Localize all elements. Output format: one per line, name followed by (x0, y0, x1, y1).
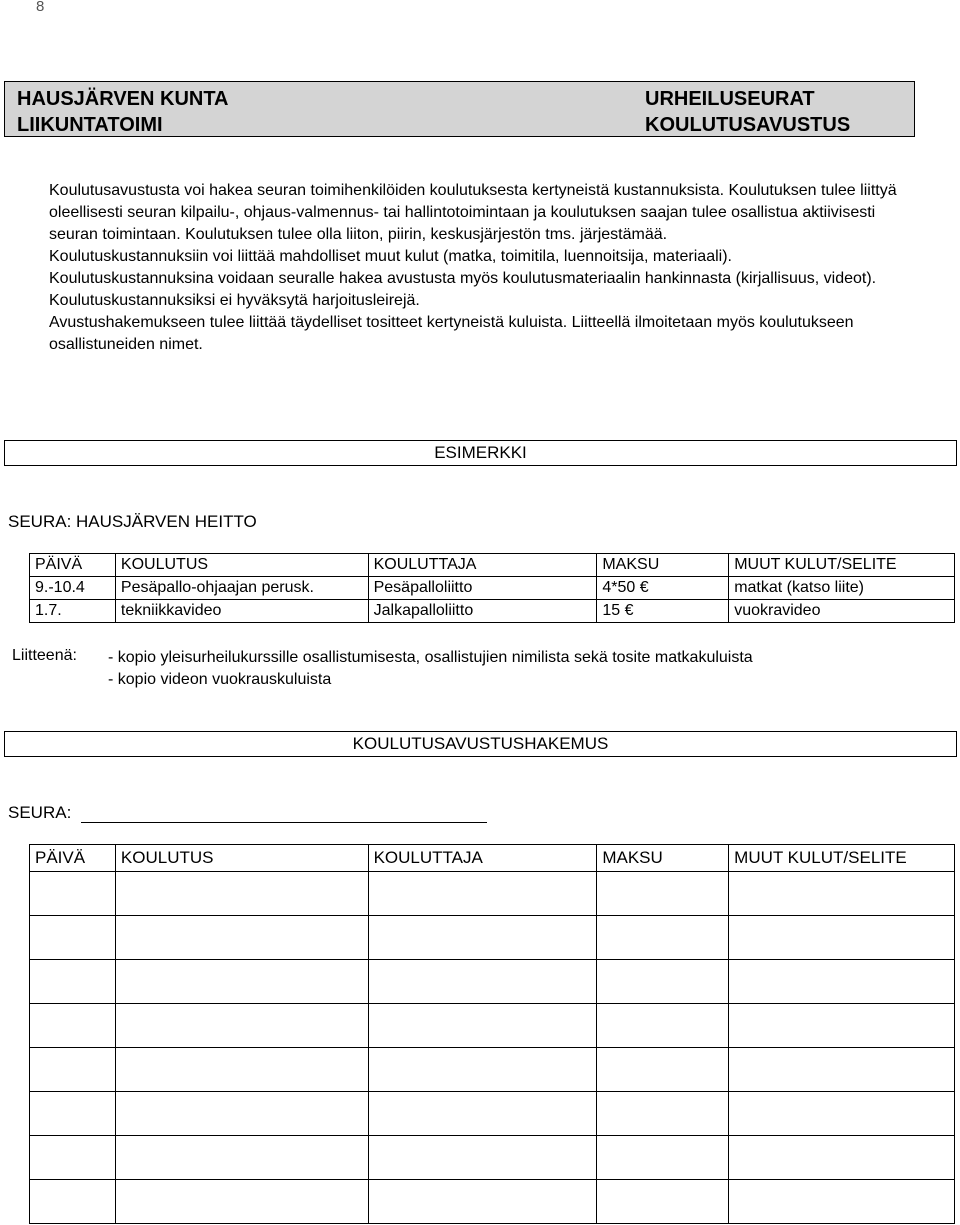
form-cell-other-costs[interactable] (729, 916, 955, 960)
form-cell-training[interactable] (115, 1092, 368, 1136)
cell-training: Pesäpallo-ohjaajan perusk. (115, 577, 368, 600)
form-cell-date[interactable] (30, 1136, 116, 1180)
form-cell-trainer[interactable] (368, 960, 597, 1004)
document-header (4, 81, 915, 137)
form-cell-other-costs[interactable] (729, 960, 955, 1004)
header-trainer: KOULUTTAJA (368, 554, 597, 577)
form-row (30, 960, 955, 1004)
intro-paragraph: Koulutuskustannuksiksi ei hyväksytä harjoitusleirejä. (49, 292, 420, 309)
form-cell-fee[interactable] (597, 1092, 729, 1136)
form-cell-trainer[interactable] (368, 1048, 597, 1092)
cell-fee: 15 € (597, 600, 729, 623)
intro-paragraph: Avustushakemukseen tulee liittää täydelliset tositteet kertyneistä kuluista. Liitteellä ilmoitetaan myös koulutukseen osallistuneiden nimet. (49, 314, 854, 353)
form-row (30, 1180, 955, 1224)
header-training: KOULUTUS (115, 845, 368, 872)
form-cell-fee[interactable] (597, 1004, 729, 1048)
cell-date: 9.-10.4 (30, 577, 116, 600)
table-row (30, 577, 955, 600)
form-row (30, 1136, 955, 1180)
header-municipality: HAUSJÄRVEN KUNTA (17, 88, 229, 110)
form-cell-other-costs[interactable] (729, 1004, 955, 1048)
header-department: LIIKUNTATOIMI (17, 114, 163, 136)
table-header-row (30, 845, 955, 872)
form-cell-training[interactable] (115, 1048, 368, 1092)
header-training: KOULUTUS (115, 554, 368, 577)
form-cell-trainer[interactable] (368, 1136, 597, 1180)
form-cell-training[interactable] (115, 1136, 368, 1180)
header-other-costs: MUUT KULUT/SELITE (729, 554, 955, 577)
form-cell-trainer[interactable] (368, 872, 597, 916)
form-row (30, 872, 955, 916)
header-date: PÄIVÄ (30, 554, 116, 577)
form-cell-fee[interactable] (597, 1180, 729, 1224)
form-row (30, 916, 955, 960)
form-cell-trainer[interactable] (368, 1004, 597, 1048)
form-cell-other-costs[interactable] (729, 1136, 955, 1180)
cell-training: tekniikkavideo (115, 600, 368, 623)
header-audience: URHEILUSEURAT (645, 88, 815, 110)
form-cell-other-costs[interactable] (729, 1180, 955, 1224)
form-cell-fee[interactable] (597, 960, 729, 1004)
header-fee: MAKSU (597, 554, 729, 577)
example-club-name: SEURA: HAUSJÄRVEN HEITTO (8, 512, 257, 531)
form-cell-fee[interactable] (597, 872, 729, 916)
form-row (30, 1004, 955, 1048)
header-subject (645, 86, 850, 138)
header-organization (17, 86, 229, 138)
form-cell-other-costs[interactable] (729, 1092, 955, 1136)
form-cell-date[interactable] (30, 1180, 116, 1224)
form-cell-date[interactable] (30, 916, 116, 960)
form-cell-date[interactable] (30, 872, 116, 916)
attachments-list (108, 647, 753, 691)
form-cell-training[interactable] (115, 916, 368, 960)
form-cell-training[interactable] (115, 872, 368, 916)
cell-trainer: Jalkapalloliitto (368, 600, 597, 623)
attachment-item: - kopio videon vuokrauskuluista (108, 671, 332, 688)
header-trainer: KOULUTTAJA (368, 845, 597, 872)
form-club-label: SEURA: (8, 803, 72, 822)
page-number: 8 (36, 0, 45, 15)
cell-other-costs: matkat (katso liite) (729, 577, 955, 600)
intro-paragraph: Koulutuskustannuksiin voi liittää mahdolliset muut kulut (matka, toimitila, luennoitsija, materiaali). (49, 248, 732, 265)
intro-paragraph: Koulutuskustannuksina voidaan seuralle hakea avustusta myös koulutusmateriaalin hankinnasta (kirjallisuus, videot). (49, 270, 877, 287)
cell-date: 1.7. (30, 600, 116, 623)
form-cell-other-costs[interactable] (729, 872, 955, 916)
cell-other-costs: vuokravideo (729, 600, 955, 623)
header-date: PÄIVÄ (30, 845, 116, 872)
form-cell-training[interactable] (115, 960, 368, 1004)
header-grant-type: KOULUTUSAVUSTUS (645, 114, 851, 136)
example-table (29, 553, 955, 623)
cell-trainer: Pesäpalloliitto (368, 577, 597, 600)
form-cell-date[interactable] (30, 1004, 116, 1048)
intro-paragraph: Koulutusavustusta voi hakea seuran toimihenkilöiden koulutuksesta kertyneistä kustannuksista. Koulutuksen tulee liittyä oleellisesti seuran kilpailu-, ohjaus-valmennus- tai hallintotoimintaan ja koulutuksen saajan tulee osallistua aktiivisesti seuran toimintaan. Koulutuksen tulee olla liiton, piirin, keskusjärjestön tms. järjestämää. (49, 182, 897, 243)
form-cell-fee[interactable] (597, 1048, 729, 1092)
form-cell-trainer[interactable] (368, 1180, 597, 1224)
table-row (30, 600, 955, 623)
cell-fee: 4*50 € (597, 577, 729, 600)
form-cell-trainer[interactable] (368, 916, 597, 960)
application-table (29, 844, 955, 1224)
form-cell-training[interactable] (115, 1004, 368, 1048)
table-header-row (30, 554, 955, 577)
form-row (30, 1048, 955, 1092)
club-name-input-line[interactable] (81, 822, 487, 823)
intro-text (49, 180, 919, 356)
attachment-item: - kopio yleisurheilukurssille osallistumisesta, osallistujien nimilista sekä tosite matkakuluista (108, 649, 753, 666)
header-other-costs: MUUT KULUT/SELITE (729, 845, 955, 872)
form-section-title: KOULUTUSAVUSTUSHAKEMUS (4, 731, 957, 757)
form-cell-fee[interactable] (597, 916, 729, 960)
header-fee: MAKSU (597, 845, 729, 872)
form-cell-date[interactable] (30, 1092, 116, 1136)
form-row (30, 1092, 955, 1136)
form-cell-date[interactable] (30, 1048, 116, 1092)
form-cell-training[interactable] (115, 1180, 368, 1224)
example-section-title: ESIMERKKI (4, 440, 957, 466)
form-cell-trainer[interactable] (368, 1092, 597, 1136)
form-cell-other-costs[interactable] (729, 1048, 955, 1092)
form-cell-fee[interactable] (597, 1136, 729, 1180)
form-cell-date[interactable] (30, 960, 116, 1004)
attachments-label: Liitteenä: (12, 647, 77, 664)
